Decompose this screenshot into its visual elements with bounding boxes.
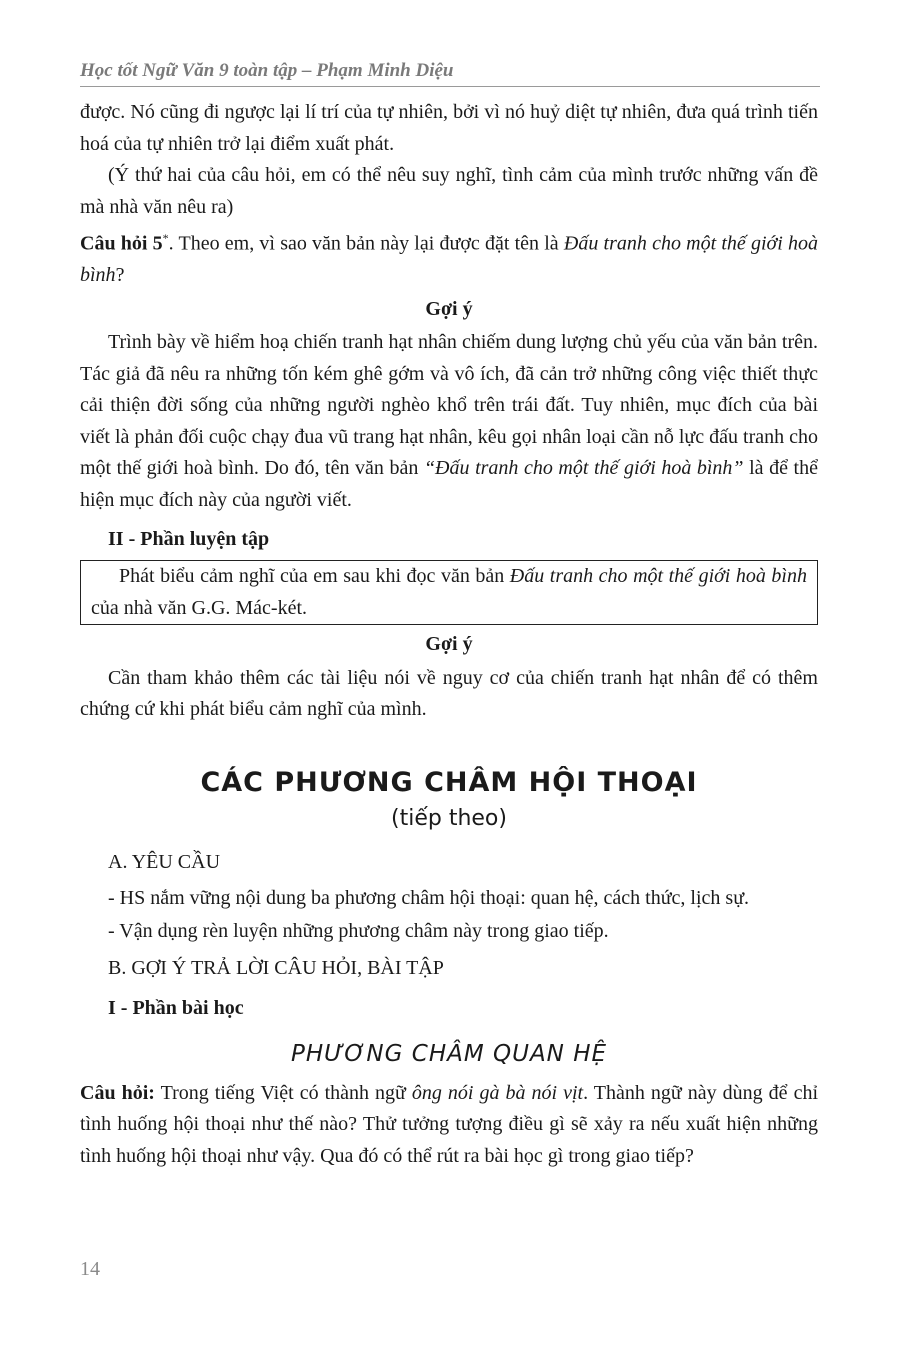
question-5-end: ?	[115, 264, 125, 287]
paragraph-hint-2: Cần tham khảo thêm các tài liệu nói về nguy cơ của chiến tranh hạt nhân để có thêm chứng cứ khi phát biểu cảm nghĩ của mình.	[80, 666, 818, 721]
exercise-title: Đấu tranh cho một thế giới hoà bình	[509, 565, 807, 588]
requirements-list	[80, 882, 818, 948]
question-5	[80, 223, 818, 292]
lesson-title: CÁC PHƯƠNG CHÂM HỘI THOẠI	[200, 766, 698, 798]
section-practice: II - Phần luyện tập	[108, 528, 270, 551]
answer-5-quote: “Đấu tranh cho một thế giới hoà bình”	[423, 457, 744, 480]
page-number: 14	[80, 1258, 100, 1280]
section-requirements: A. YÊU CẦU	[108, 850, 221, 873]
header-divider	[80, 86, 820, 87]
requirement-item: - Vận dụng rèn luyện những phương châm này trong giao tiếp.	[108, 919, 609, 942]
exercise-text	[91, 561, 807, 624]
question-5-text: . Theo em, vì sao văn bản này lại được đặt tên là	[168, 232, 564, 255]
exercise-box	[80, 560, 818, 625]
lesson-subtitle: (tiếp theo)	[391, 805, 507, 831]
hint-heading-1: Gợi ý	[425, 297, 473, 320]
question-part-a: Trong tiếng Việt có thành ngữ	[154, 1081, 412, 1104]
question-5-mark: *	[162, 231, 169, 245]
paragraph-answer-5	[80, 327, 818, 516]
question-part-b: . Thành ngữ này dùng để chỉ tình huống hội thoại như thế nào? Thử tưởng tượng điều gì sẽ xảy ra nếu xuất hiện những tình huống hội thoại như vậy. Qua đó có thể rút ra bài học gì trong giao tiếp?	[80, 1081, 819, 1167]
exercise-part-a: Phát biểu cảm nghĩ của em sau khi đọc văn bản	[119, 565, 510, 588]
hint-heading-2: Gợi ý	[425, 633, 473, 656]
question-label: Câu hỏi:	[80, 1081, 155, 1104]
question-relevance	[80, 1078, 818, 1173]
paragraph-continuation: được. Nó cũng đi ngược lại lí trí của tự nhiên, bởi vì nó huỷ diệt tự nhiên, đưa quá trình tiến hoá của tự nhiên trở lại điểm xuất phát.	[80, 101, 818, 155]
question-5-title: Đấu tranh cho một thế giới hoà bình	[80, 232, 818, 287]
maxim-heading: PHƯƠNG CHÂM QUAN HỆ	[290, 1040, 608, 1067]
running-header: Học tốt Ngữ Văn 9 toàn tập – Phạm Minh Diệu	[80, 60, 454, 81]
question-idiom: ông nói gà bà nói vịt	[411, 1081, 584, 1104]
question-5-label: Câu hỏi 5	[80, 232, 163, 255]
paragraph-note: (Ý thứ hai của câu hỏi, em có thể nêu suy nghĩ, tình cảm của mình trước những vấn đề mà nhà văn nêu ra)	[80, 164, 818, 218]
answer-5-part-a: Trình bày về hiểm hoạ chiến tranh hạt nhân chiếm dung lượng chủ yếu của văn bản trên. Tác giả đã nêu ra những tốn kém ghê gớm và vô ích, đã cản trở những công việc thiết thực cải thiện đời sống của những người nghèo khổ trên trái đất. Tuy nhiên, mục đích của bài viết là phản đối cuộc chạy đua vũ trang hạt nhân, kêu gọi nhân loại cần nỗ lực đấu tranh cho một thế giới hoà bình. Do đó, tên văn bản	[80, 331, 818, 480]
requirement-item: - HS nắm vững nội dung ba phương châm hội thoại: quan hệ, cách thức, lịch sự.	[108, 886, 750, 909]
exercise-part-b: của nhà văn G.G. Mác-két.	[91, 596, 308, 619]
answer-5-part-b: là để thể hiện mục đích này của người viết.	[80, 457, 818, 511]
page-body	[80, 97, 818, 1172]
section-lesson: I - Phần bài học	[108, 996, 244, 1019]
section-answers: B. GỢI Ý TRẢ LỜI CÂU HỎI, BÀI TẬP	[108, 956, 444, 979]
